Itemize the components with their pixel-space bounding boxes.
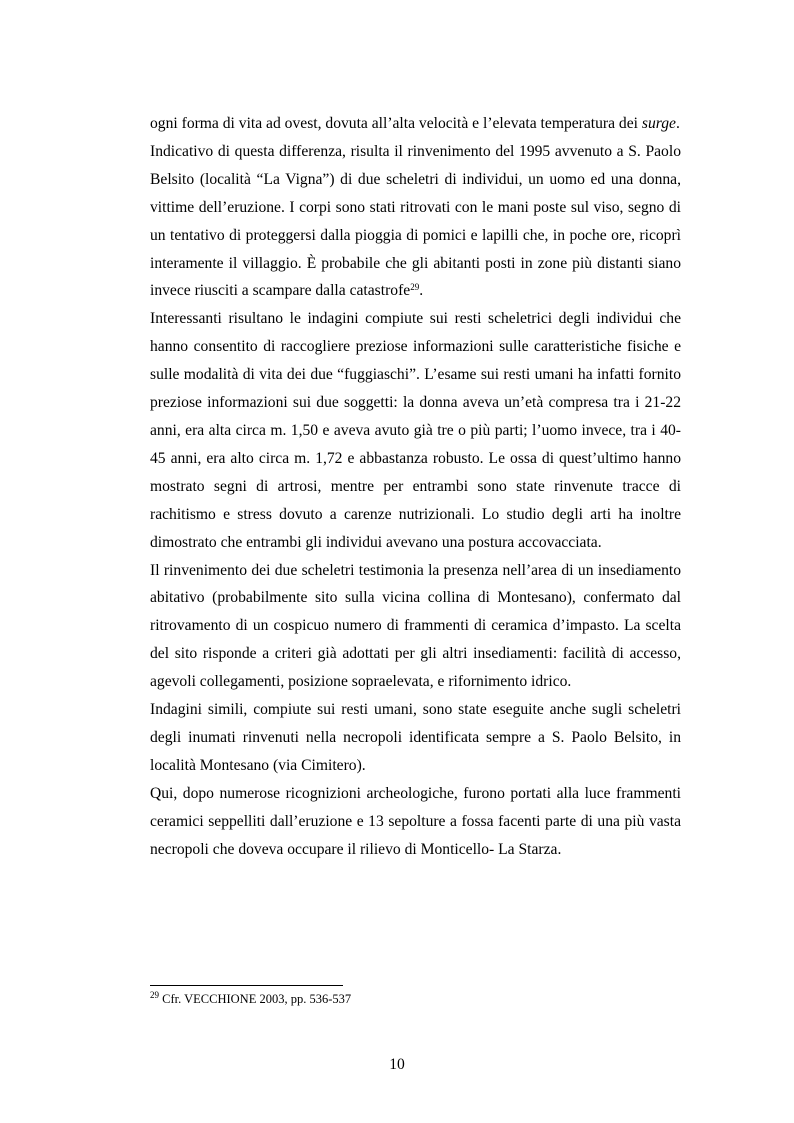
paragraph-1 [150,110,681,138]
footnote-reference[interactable]: 29 [410,282,420,293]
footnote-separator [150,985,343,986]
paragraph-3: Interessanti risultano le indagini compiute sui resti scheletrici degli individui che hanno consentito di raccogliere preziose informazioni sulle caratteristiche fisiche e sulle modalità di vita dei due “fuggiaschi”. L’esame sui resti umani ha infatti fornito preziose informazioni sui due soggetti: la donna aveva un’età compresa tra i 21-22 anni, era alta circa m. 1,50 e aveva avuto già tre o più parti; l’uomo invece, tra i 40-45 anni, era alto circa m. 1,72 e abbastanza robusto. Le ossa di quest’ultimo hanno mostrato segni di artrosi, mentre per entrambi sono state rinvenute tracce di rachitismo e stress dovuto a carenze nutrizionali. Lo studio degli arti ha inoltre dimostrato che entrambi gli individui avevano una postura accovacciata. [150,310,681,551]
footnote [150,991,351,1007]
paragraph-4: Il rinvenimento dei due scheletri testimonia la presenza nell’area di un insediamento abitativo (probabilmente sito sulla vicina collina di Montesano), confermato dal ritrovamento di un cospicuo numero di frammenti di ceramica d’impasto. La scelta del sito risponde a criteri già adottati per gli altri insediamenti: facilità di accesso, agevoli collegamenti, posizione sopraelevata, e rifornimento idrico. [150,561,681,691]
paragraph-5: Indagini simili, compiute sui resti umani, sono state eseguite anche sugli scheletri degli inumati rinvenuti nella necropoli identificata sempre a S. Paolo Belsito, in località Montesano (via Cimitero). [150,701,681,774]
body-text [150,110,681,863]
paragraph-2 [150,138,681,305]
paragraph-1-end: . [675,115,680,132]
paragraph-6: Qui, dopo numerose ricognizioni archeologiche, furono portati alla luce frammenti ceramici seppelliti dall’eruzione e 13 sepolture a fossa facenti parte di una più vasta necropoli che doveva occupare il rilievo di Monticello- La Starza. [150,784,681,858]
footnote-text: Cfr. VECCHIONE 2003, pp. 536-537 [159,992,352,1006]
page-number: 10 [389,1056,405,1073]
surge-term: surge [641,115,676,132]
footnote-number: 29 [150,990,159,1000]
paragraph-2-text: Indicativo di questa differenza, risulta il rinvenimento del 1995 avvenuto a S. Paolo Belsito (località “La Vigna”) di due scheletri di individui, un uomo ed una donna, vittime dell’eruzione. I corpi sono stati ritrovati con le mani poste sul viso, segno di un tentativo di proteggersi dalla pioggia di pomici e lapilli che, in poche ore, ricoprì interamente il villaggio. È probabile che gli abitanti posti in zone più distanti siano invece riusciti a scampare dalla catastrofe [150,142,681,300]
paragraph-2-end: . [419,282,424,300]
paragraph-1-text: ogni forma di vita ad ovest, dovuta all’alta velocità e l’elevata temperatura dei [150,115,642,132]
